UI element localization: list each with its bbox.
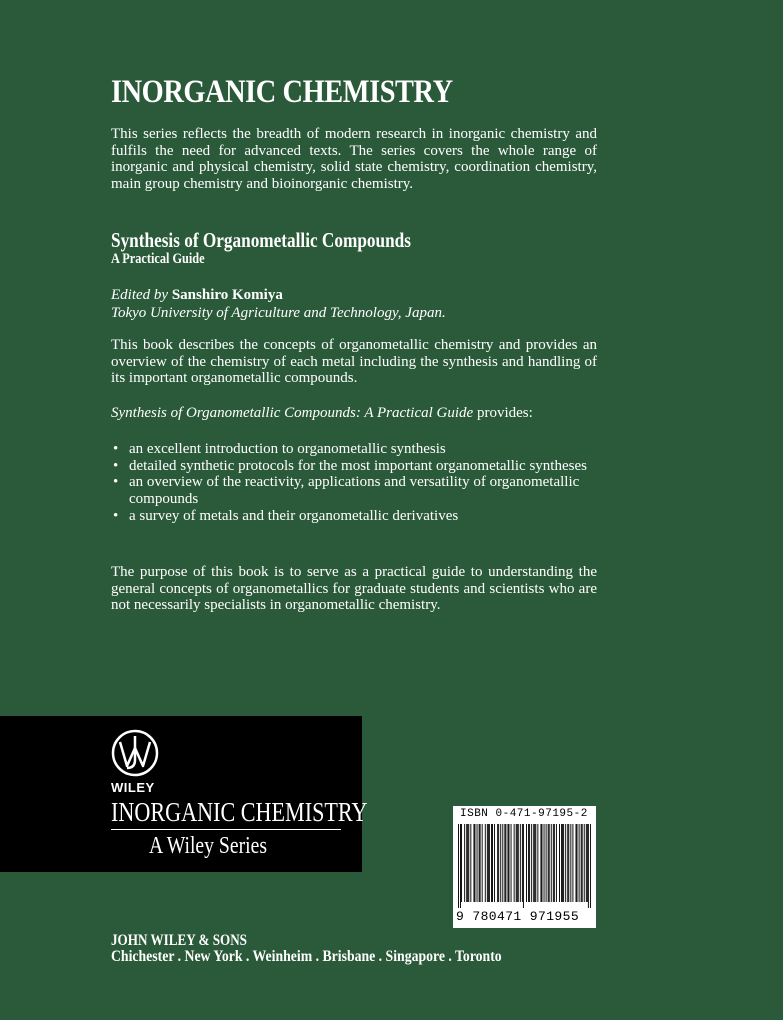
- barcode-bar: [507, 824, 508, 902]
- barcode-bar: [511, 824, 512, 902]
- book-title: Synthesis of Organometallic Compounds: [111, 228, 411, 252]
- barcode-bar: [460, 824, 461, 908]
- barcode-bar: [470, 824, 471, 902]
- barcode-bar: [579, 824, 580, 902]
- barcode-bar: [553, 824, 554, 902]
- barcode-bar: [468, 824, 469, 902]
- barcode-bar: [467, 824, 468, 902]
- provides-book-title: Synthesis of Organometallic Compounds: A Practical Guide: [111, 405, 474, 421]
- barcode-bar: [548, 824, 549, 902]
- publisher-name: JOHN WILEY & SONS: [111, 932, 247, 949]
- barcode-bar: [584, 824, 585, 902]
- barcode-bar: [533, 824, 534, 902]
- barcode-bar: [554, 824, 555, 902]
- list-item: • an overview of the reactivity, applications and versatility of organometallic compounds: [113, 474, 580, 508]
- barcode-bar: [517, 824, 518, 902]
- barcode-bar: [537, 824, 538, 902]
- barcode-bar: [568, 824, 569, 902]
- barcode-bar: [561, 824, 562, 902]
- barcode-bar: [488, 824, 489, 902]
- barcode-bar: [464, 824, 465, 902]
- divider: [111, 829, 341, 830]
- barcode-bar: [546, 824, 547, 902]
- barcode-bar: [494, 824, 495, 902]
- barcode-bar: [518, 824, 519, 902]
- barcode-bar: [523, 824, 524, 908]
- barcode-bar: [491, 824, 492, 902]
- barcode-bar: [534, 824, 535, 902]
- barcode-bar: [529, 824, 530, 902]
- barcode-bar: [498, 824, 499, 902]
- barcode-bar: [587, 824, 588, 902]
- barcode-bar: [509, 824, 510, 902]
- barcode-icon: [458, 824, 591, 908]
- barcode-bar: [526, 824, 527, 902]
- book-subtitle: A Practical Guide: [111, 251, 205, 267]
- purpose-paragraph: The purpose of this book is to serve as a practical guide to understanding the general concepts of organometallics for graduate students and scientists who are not necessarily specialists in organometallic chemistry.: [111, 564, 597, 614]
- barcode-bar: [497, 824, 498, 902]
- barcode-bar: [514, 824, 515, 902]
- barcode-bar: [485, 824, 486, 902]
- barcode-bar: [563, 824, 564, 902]
- wiley-logo-icon: [110, 728, 160, 778]
- list-item: • an excellent introduction to organometallic synthesis: [113, 441, 446, 457]
- bullet-icon: •: [113, 507, 119, 524]
- barcode-bar: [528, 824, 529, 902]
- isbn-label: ISBN 0-471-97195-2: [460, 808, 588, 820]
- wiley-wordmark: WILEY: [111, 780, 155, 795]
- bullet-icon: •: [113, 457, 119, 474]
- barcode-bar: [562, 824, 563, 902]
- barcode-bar: [466, 824, 467, 902]
- barcode-bar: [489, 824, 490, 902]
- barcode-bar: [565, 824, 566, 902]
- book-description: This book describes the concepts of organometallic chemistry and provides an overview of the chemistry of each metal including the synthesis and handling of its important organometallic compounds.: [111, 337, 597, 387]
- barcode-bar: [586, 824, 587, 902]
- barcode-number: 9 780471 971955: [456, 909, 580, 924]
- barcode-bar: [505, 824, 506, 902]
- editor-block: [111, 286, 446, 322]
- barcode-bar: [590, 824, 591, 908]
- barcode-bar: [577, 824, 578, 902]
- barcode-bar: [551, 824, 552, 902]
- barcode-bar: [477, 824, 478, 902]
- barcode-bar: [544, 824, 545, 902]
- barcode-bar: [535, 824, 536, 902]
- publisher-cities: Chichester . New York . Weinheim . Brisbane . Singapore . Toronto: [111, 948, 502, 965]
- barcode-bar: [482, 824, 483, 902]
- barcode-bar: [549, 824, 550, 902]
- bullet-icon: •: [113, 441, 119, 457]
- barcode-bar: [458, 824, 459, 908]
- barcode-bar: [487, 824, 488, 902]
- editor-prefix: Edited by: [111, 287, 169, 303]
- editor-affiliation: Tokyo University of Agriculture and Technology, Japan.: [111, 305, 446, 321]
- barcode-bar: [556, 824, 557, 902]
- barcode-bar: [480, 824, 481, 902]
- barcode-bar: [588, 824, 589, 908]
- barcode-bar: [520, 824, 521, 902]
- barcode-bar: [516, 824, 517, 902]
- feature-list: [111, 441, 597, 525]
- series-box-name: INORGANIC CHEMISTRY: [111, 797, 368, 827]
- barcode-bar: [576, 824, 577, 902]
- barcode-bar: [522, 824, 523, 902]
- barcode-bar: [540, 824, 541, 902]
- series-title: INORGANIC CHEMISTRY: [111, 74, 453, 110]
- barcode-bar: [475, 824, 476, 902]
- editor-name: Sanshiro Komiya: [171, 287, 283, 303]
- barcode-bar: [531, 824, 532, 902]
- barcode-bar: [492, 824, 493, 902]
- list-item: • detailed synthetic protocols for the most important organometallic syntheses: [113, 457, 587, 474]
- barcode-bar: [504, 824, 505, 902]
- barcode-bar: [559, 824, 560, 902]
- barcode-bar: [502, 824, 503, 902]
- barcode-bar: [582, 824, 583, 902]
- barcode-bar: [581, 824, 582, 902]
- barcode-bar: [542, 824, 543, 902]
- series-intro: This series reflects the breadth of modern research in inorganic chemistry and fulfils the need for advanced texts. The series covers the whole range of inorganic and physical chemistry, solid state chemistry, coordination chemistry, main group chemistry and bioinorganic chemistry.: [111, 126, 597, 193]
- list-item: • a survey of metals and their organometallic derivatives: [113, 507, 459, 524]
- provides-suffix: provides:: [473, 405, 533, 421]
- barcode-bar: [570, 824, 571, 902]
- barcode-bar: [567, 824, 568, 902]
- barcode-bar: [461, 824, 462, 902]
- barcode-bar: [479, 824, 480, 902]
- barcode-bar: [500, 824, 501, 902]
- bullet-icon: •: [113, 474, 119, 491]
- barcode-bar: [473, 824, 474, 902]
- provides-line: [111, 405, 533, 422]
- barcode-bar: [572, 824, 573, 902]
- series-box-subtitle: A Wiley Series: [149, 833, 268, 859]
